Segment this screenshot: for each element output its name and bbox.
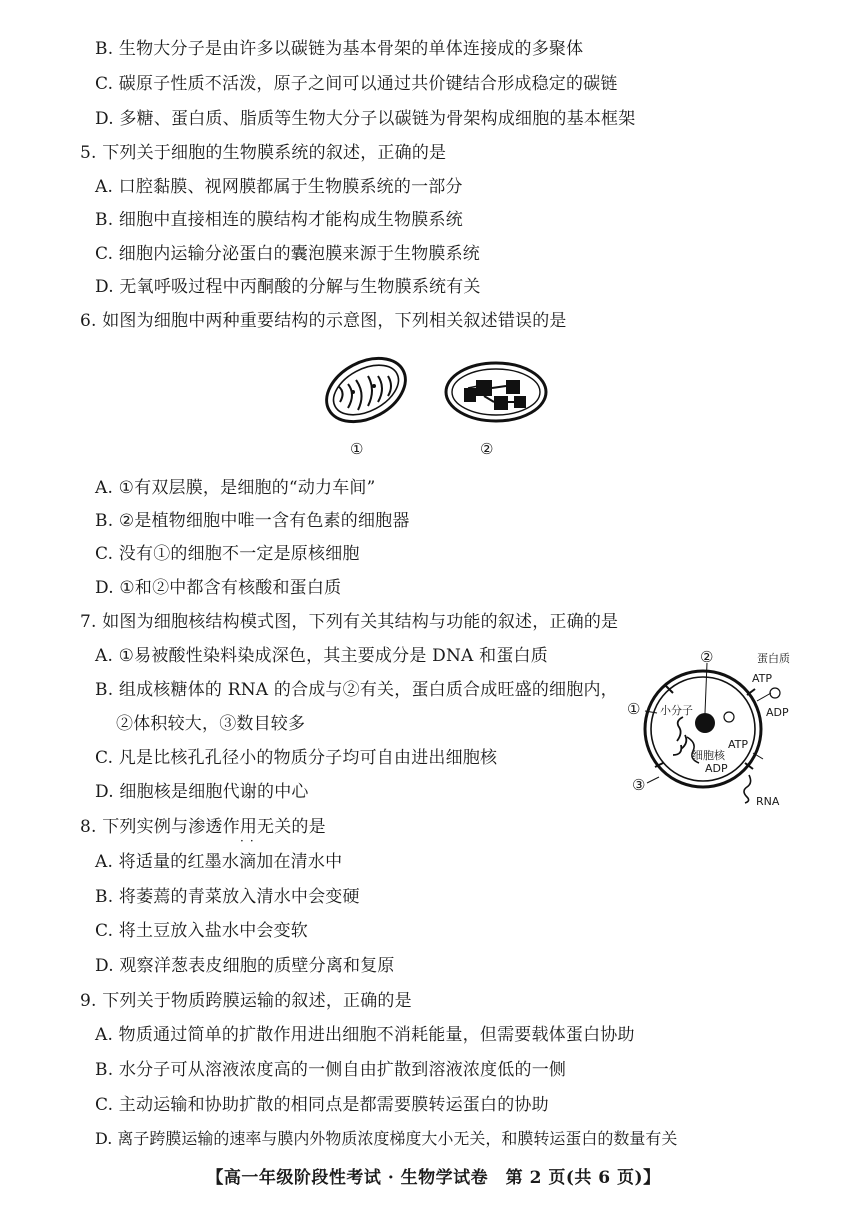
question-8-option-d: D. 观察洋葱表皮细胞的质壁分离和复原 [95, 956, 395, 976]
figure-label-2: ② [480, 440, 494, 458]
question-7-option-a: A. ①易被酸性染料染成深色，其主要成分是 DNA 和蛋白质 [95, 646, 548, 666]
question-8-option-a: A. 将适量的红墨水滴加在清水中 [95, 852, 343, 872]
organelles-figure [318, 352, 558, 437]
nucleus-label-adp-top: ADP [766, 706, 789, 719]
nucleus-label-1: ① [627, 700, 641, 718]
question-9-option-a: A. 物质通过简单的扩散作用进出细胞不消耗能量，但需要载体蛋白协助 [95, 1025, 635, 1045]
question-9-option-d: D. 离子跨膜运输的速率与膜内外物质浓度梯度大小无关，和膜转运蛋白的数量有关 [95, 1129, 678, 1148]
question-8-option-b: B. 将萎蔫的青菜放入清水中会变硬 [95, 887, 360, 907]
nucleus-label-atp-bottom: ATP [728, 738, 749, 751]
figure-label-1: ① [350, 440, 364, 458]
question-6-option-c: C. 没有①的细胞不一定是原核细胞 [95, 544, 360, 564]
nucleus-label-nucleus: 细胞核 [692, 749, 725, 762]
question-5-option-c: C. 细胞内运输分泌蛋白的囊泡膜来源于生物膜系统 [95, 244, 481, 264]
question-7-option-b-cont: ②体积较大，③数目较多 [116, 714, 306, 734]
nucleus-label-atp-top: ATP [752, 672, 773, 685]
question-5-option-b: B. 细胞中直接相连的膜结构才能构成生物膜系统 [95, 210, 463, 230]
page-footer: 【高一年级阶段性考试 · 生物学试卷 第 2 页(共 6 页)】 [206, 1168, 661, 1188]
prev-option-c: C. 碳原子性质不活泼，原子之间可以通过共价键结合形成稳定的碳链 [95, 74, 618, 94]
nucleus-label-2: ② [700, 648, 714, 666]
prev-option-b: B. 生物大分子是由许多以碳链为基本骨架的单体连接成的多聚体 [95, 39, 584, 59]
question-9-option-b: B. 水分子可从溶液浓度高的一侧自由扩散到溶液浓度低的一侧 [95, 1060, 567, 1080]
chloroplast-diagram [446, 363, 546, 421]
question-5-option-a: A. 口腔黏膜、视网膜都属于生物膜系统的一部分 [95, 177, 463, 197]
nucleus-label-small-molecule: 小分子 [660, 704, 693, 717]
nucleus-label-protein: 蛋白质 [757, 652, 790, 665]
prev-option-d: D. 多糖、蛋白质、脂质等生物大分子以碳链为骨架构成细胞的基本框架 [95, 109, 636, 129]
question-5-option-d: D. 无氧呼吸过程中丙酮酸的分解与生物膜系统有关 [95, 277, 481, 297]
nucleus-structure-figure [625, 645, 805, 815]
nucleus-label-adp-bottom: ADP [705, 762, 728, 775]
question-6-option-b: B. ②是植物细胞中唯一含有色素的细胞器 [95, 511, 410, 531]
question-7-stem: 7. 如图为细胞核结构模式图，下列有关其结构与功能的叙述，正确的是 [80, 612, 619, 632]
question-6-option-a: A. ①有双层膜，是细胞的“动力车间” [95, 478, 376, 498]
question-6-option-d: D. ①和②中都含有核酸和蛋白质 [95, 578, 342, 598]
question-7-option-c: C. 凡是比核孔孔径小的物质分子均可自由进出细胞核 [95, 748, 498, 768]
question-9-stem: 9. 下列关于物质跨膜运输的叙述，正确的是 [80, 991, 412, 1011]
question-9-option-c: C. 主动运输和协助扩散的相同点是都需要膜转运蛋白的协助 [95, 1095, 549, 1115]
question-5-stem: 5. 下列关于细胞的生物膜系统的叙述，正确的是 [80, 143, 447, 163]
question-8-stem: 8. 下列实例与渗透作用无关的是 [80, 817, 326, 837]
mitochondrion-diagram [318, 352, 416, 434]
question-7-option-d: D. 细胞核是细胞代谢的中心 [95, 782, 309, 802]
question-7-option-b: B. 组成核糖体的 RNA 的合成与②有关，蛋白质合成旺盛的细胞内， [95, 680, 618, 700]
question-6-stem: 6. 如图为细胞中两种重要结构的示意图，下列相关叙述错误的是 [80, 311, 567, 331]
emphasis-dots: ·· [240, 834, 260, 848]
question-8-option-c: C. 将土豆放入盐水中会变软 [95, 921, 309, 941]
nucleus-label-3: ③ [632, 776, 646, 794]
nucleus-label-rna: RNA [756, 795, 780, 808]
